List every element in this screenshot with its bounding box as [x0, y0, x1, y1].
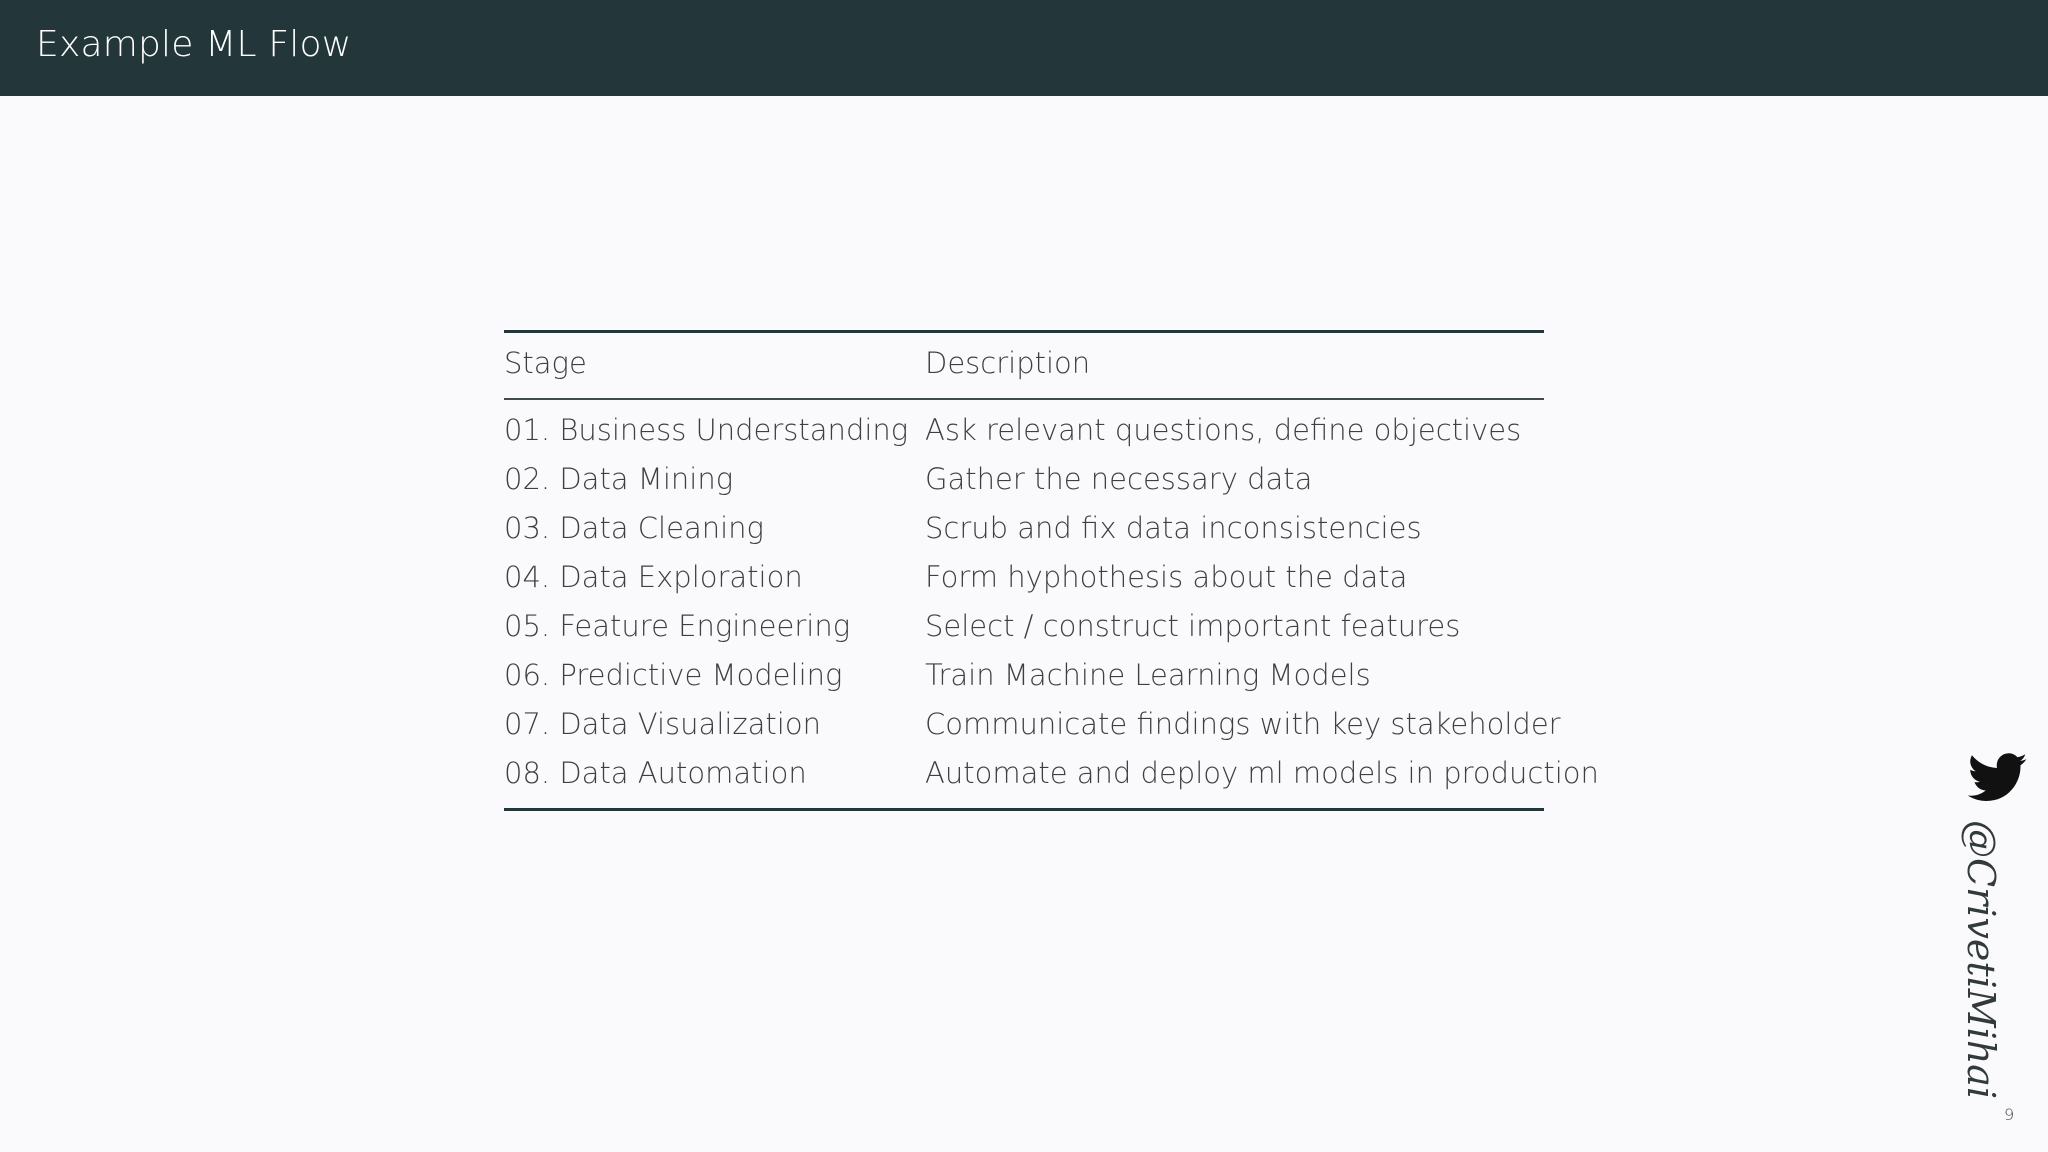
table-row-description: Ask relevant questions, define objectives [925, 413, 1522, 447]
table-row-stage: 07. Data Visualization [504, 707, 821, 741]
table-row-stage: 04. Data Exploration [504, 560, 803, 594]
page-number: 9 [2004, 1105, 2015, 1124]
table-row-description: Communicate findings with key stakeholder [925, 707, 1561, 741]
table-header-rule [504, 398, 1544, 400]
table-row-stage: 02. Data Mining [504, 462, 734, 496]
column-header-stage: Stage [504, 346, 587, 380]
table-row-stage: 06. Predictive Modeling [504, 658, 843, 692]
table-row-description: Form hyphothesis about the data [925, 560, 1408, 594]
slide-title: Example ML Flow [36, 24, 352, 65]
table-bottom-rule [504, 808, 1544, 811]
table-row-description: Train Machine Learning Models [925, 658, 1371, 692]
table-row-stage: 08. Data Automation [504, 756, 807, 790]
table-row-description: Select / construct important features [925, 609, 1461, 643]
column-header-description: Description [925, 346, 1091, 380]
table-row-stage: 05. Feature Engineering [504, 609, 851, 643]
table-row-stage: 03. Data Cleaning [504, 511, 764, 545]
twitter-handle[interactable]: @CrivetiMihai [1959, 820, 2003, 1100]
table-row-description: Gather the necessary data [925, 462, 1313, 496]
table-row-description: Scrub and fix data inconsistencies [925, 511, 1422, 545]
twitter-bird-icon[interactable] [1968, 750, 2028, 806]
table-row-stage: 01. Business Understanding [504, 413, 909, 447]
table-top-rule [504, 330, 1544, 333]
slide-header [0, 0, 2048, 96]
table-row-description: Automate and deploy ml models in production [925, 756, 1599, 790]
